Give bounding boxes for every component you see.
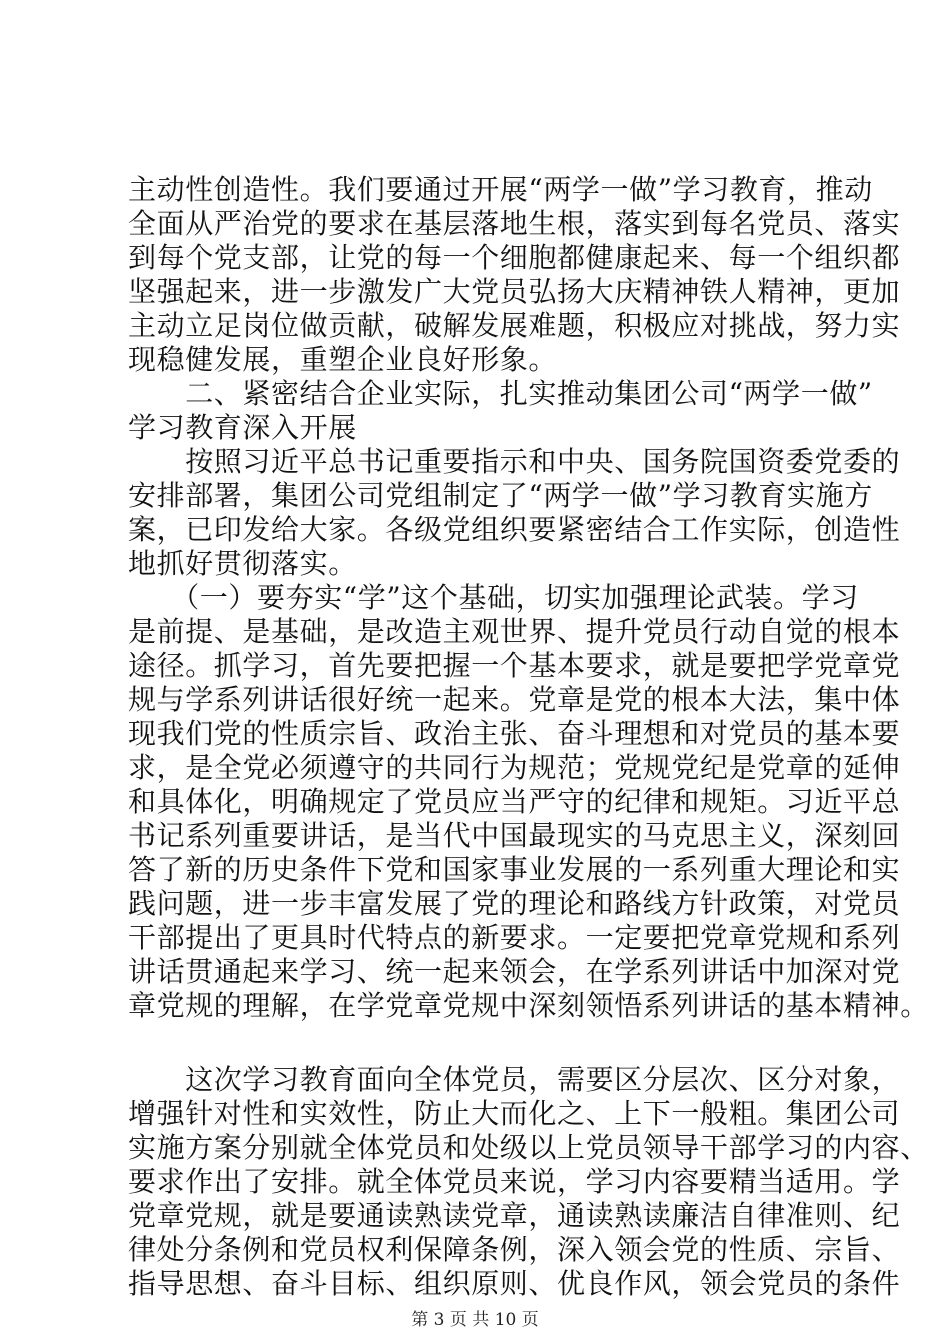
text-line: 地抓好贯彻落实。 (128, 547, 357, 580)
subsection-heading-line: （一）要夯实“学”这个基础，切实加强理论武装。学习 (128, 581, 859, 614)
section-heading-line: 学习教育深入开展 (128, 411, 357, 444)
text-line: 干部提出了更具时代特点的新要求。一定要把党章党规和系列 (128, 921, 901, 954)
page-footer (0, 1308, 950, 1332)
text-line: 实施方案分别就全体党员和处级以上党员领导干部学习的内容、 (128, 1131, 929, 1164)
text-line: 律处分条例和党员权利保障条例，深入领会党的性质、宗旨、 (128, 1233, 901, 1266)
text-line: 要求作出了安排。就全体党员来说，学习内容要精当适用。学 (128, 1165, 901, 1198)
text-line: 途径。抓学习，首先要把握一个基本要求，就是要把学党章党 (128, 649, 901, 682)
text-line: 增强针对性和实效性，防止大而化之、上下一般粗。集团公司 (128, 1097, 901, 1130)
section-heading-line: 二、紧密结合企业实际，扎实推动集团公司“两学一做” (128, 377, 873, 410)
text-line: 指导思想、奋斗目标、组织原则、优良作风，领会党员的条件 (128, 1267, 901, 1300)
text-line: 是前提、是基础，是改造主观世界、提升党员行动自觉的根本 (128, 615, 901, 648)
text-line: 全面从严治党的要求在基层落地生根，落实到每名党员、落实 (128, 207, 901, 240)
text-line: 书记系列重要讲话，是当代中国最现实的马克思主义，深刻回 (128, 819, 901, 852)
text-line: 这次学习教育面向全体党员，需要区分层次、区分对象， (128, 1063, 901, 1096)
text-line: 坚强起来，进一步激发广大党员弘扬大庆精神铁人精神，更加 (128, 275, 901, 308)
text-line: 主动性创造性。我们要通过开展“两学一做”学习教育，推动 (128, 173, 873, 206)
text-line: 答了新的历史条件下党和国家事业发展的一系列重大理论和实 (128, 853, 901, 886)
text-line: 到每个党支部，让党的每一个细胞都健康起来、每一个组织都 (128, 241, 901, 274)
text-line: 安排部署，集团公司党组制定了“两学一做”学习教育实施方 (128, 479, 873, 512)
text-line: 章党规的理解，在学党章党规中深刻领悟系列讲话的基本精神。 (128, 989, 929, 1022)
text-line: 践问题，进一步丰富发展了党的理论和路线方针政策，对党员 (128, 887, 901, 920)
text-line: 现稳健发展，重塑企业良好形象。 (128, 343, 558, 376)
text-line: 规与学系列讲话很好统一起来。党章是党的根本大法，集中体 (128, 683, 901, 716)
text-line: 党章党规，就是要通读熟读党章，通读熟读廉洁自律准则、纪 (128, 1199, 901, 1232)
text-line: 讲话贯通起来学习、统一起来领会，在学系列讲话中加深对党 (128, 955, 901, 988)
text-line: 和具体化，明确规定了党员应当严守的纪律和规矩。习近平总 (128, 785, 901, 818)
text-line: 案，已印发给大家。各级党组织要紧密结合工作实际，创造性 (128, 513, 901, 546)
text-line: 现我们党的性质宗旨、政治主张、奋斗理想和对党员的基本要 (128, 717, 901, 750)
text-line: 求，是全党必须遵守的共同行为规范；党规党纪是党章的延伸 (128, 751, 901, 784)
page-number-label: 第 3 页 共 10 页 (411, 1310, 539, 1330)
text-line: 按照习近平总书记重要指示和中央、国务院国资委党委的 (128, 445, 901, 478)
text-line: 主动立足岗位做贡献，破解发展难题，积极应对挑战，努力实 (128, 309, 901, 342)
